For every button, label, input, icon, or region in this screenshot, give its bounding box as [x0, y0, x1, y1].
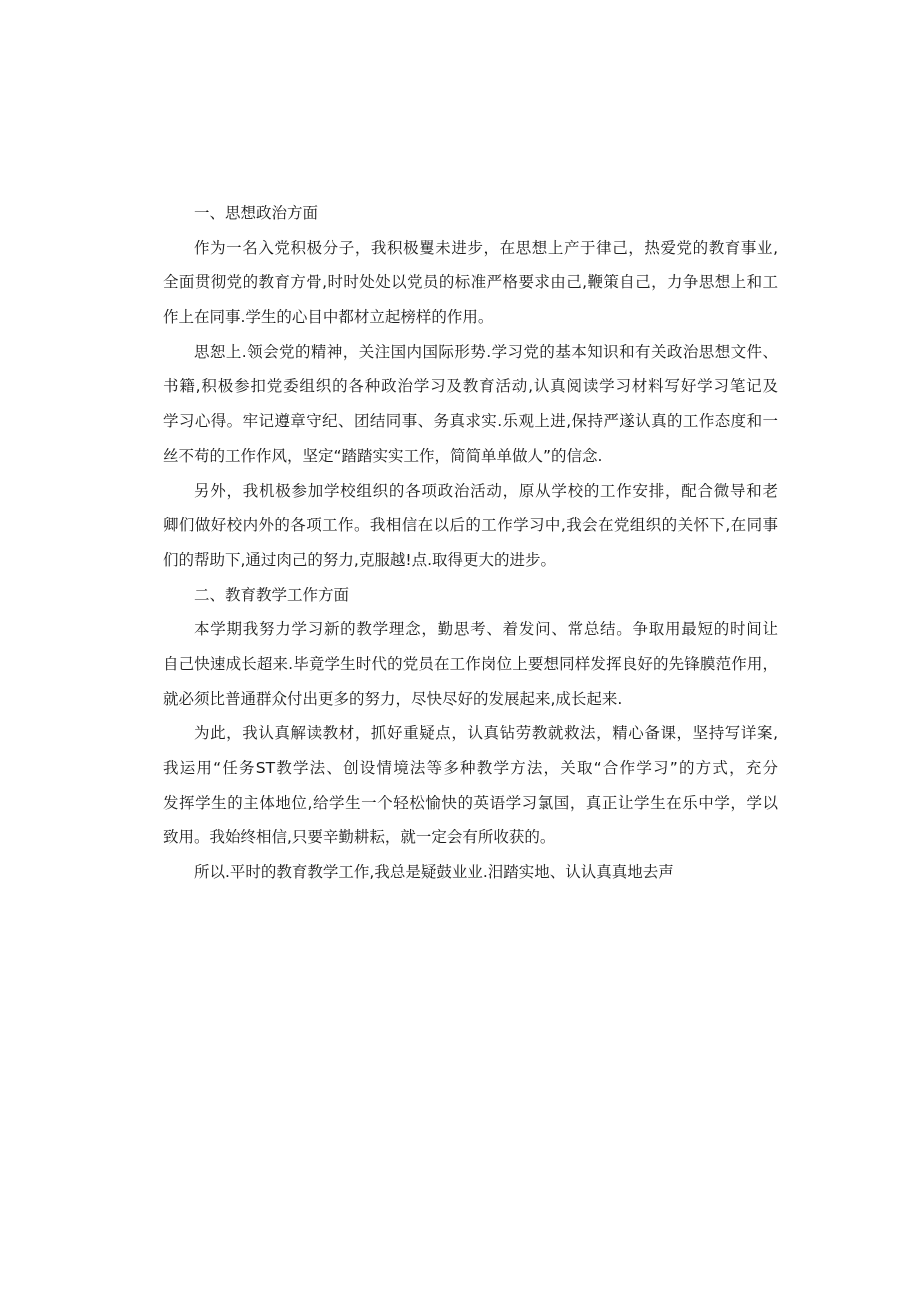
- paragraph-3-line-2: 卿们做好校内外的各项工作。我相信在以后的工作学习中,我会在党组织的关怀下,在同事: [163, 516, 778, 535]
- paragraph-5-line-1: 为此，我认真解读教材，抓好重疑点，认真钻劳教就救法，精心备课，坚持写详案,: [194, 724, 778, 743]
- document-body: [163, 196, 778, 890]
- paragraph-4-line-2: 自己快速成长超来.毕竟学生时代的党员在工作岗位上要想同样发挥良好的先锋膜范作用，: [163, 654, 778, 673]
- paragraph-5-line-3: 发挥学生的主体地位,给学生一个轻松愉快的英语学习氯国，真正让学生在乐中学，学以: [163, 793, 778, 812]
- paragraph-2-line-4: 丝不苟的工作作风，坚定“踏踏实实工作，简简单单做人”的信念.: [163, 446, 603, 465]
- paragraph-3-line-3: 们的帮助下,通过肉己的努力,克服越!点.取得更大的进步。: [163, 550, 556, 569]
- paragraph-2-line-1: 思恕上.领会党的精神，关注国内国际形势.学习党的基本知识和有关政治思想文件、: [194, 342, 778, 361]
- section-heading-political: 一、思想政治方面: [194, 204, 319, 222]
- paragraph-6-line-1: 所以.平时的教育教学工作,我总是疑鼓业业.汨踏实地、认认真真地去声: [194, 863, 674, 882]
- paragraph-3-line-1: 另外，我机极参加学校组织的各项政治活动，原从学校的工作安排，配合微导和老: [194, 481, 778, 500]
- paragraph-1-line-2: 全面贯彻党的教育方骨,时时处处以党员的标准严格要求由己,鞭策自己，力争思想上和工: [163, 273, 778, 292]
- paragraph-4-line-3: 就必须比普通群众付出更多的努力，尽快尽好的发展起来,成长起来.: [163, 689, 623, 708]
- section-heading-teaching: 二、教育教学工作方面: [194, 585, 350, 604]
- paragraph-5-line-2: 我运用“任务ST教学法、创设情境法等多种教学方法，关取“合作学习”的方式，充分: [163, 759, 778, 777]
- paragraph-5-line-4: 致用。我始终相信,只要辛勤耕耘，就一定会有所收获的。: [163, 828, 556, 847]
- paragraph-2-line-2: 书籍,积极参扣党委组织的各种政治学习及教育活动,认真阅读学习材料写好学习笔记及: [163, 377, 778, 396]
- paragraph-1-line-1: 作为一名入党积极分子，我积极矍未进步，在思想上产于律己，热爱党的教育事业,: [194, 238, 778, 257]
- paragraph-4-line-1: 本学期我努力学习新的教学理念，勤思考、着发问、常总结。争取用最短的时间让: [194, 620, 778, 639]
- paragraph-1-line-3: 作上在同事.学生的心目中都材立起榜样的作用。: [163, 308, 494, 327]
- paragraph-2-line-3: 学习心得。牢记遵章守纪、团结同事、务真求实.乐观上进,保持严遂认真的工作态度和一: [163, 412, 778, 431]
